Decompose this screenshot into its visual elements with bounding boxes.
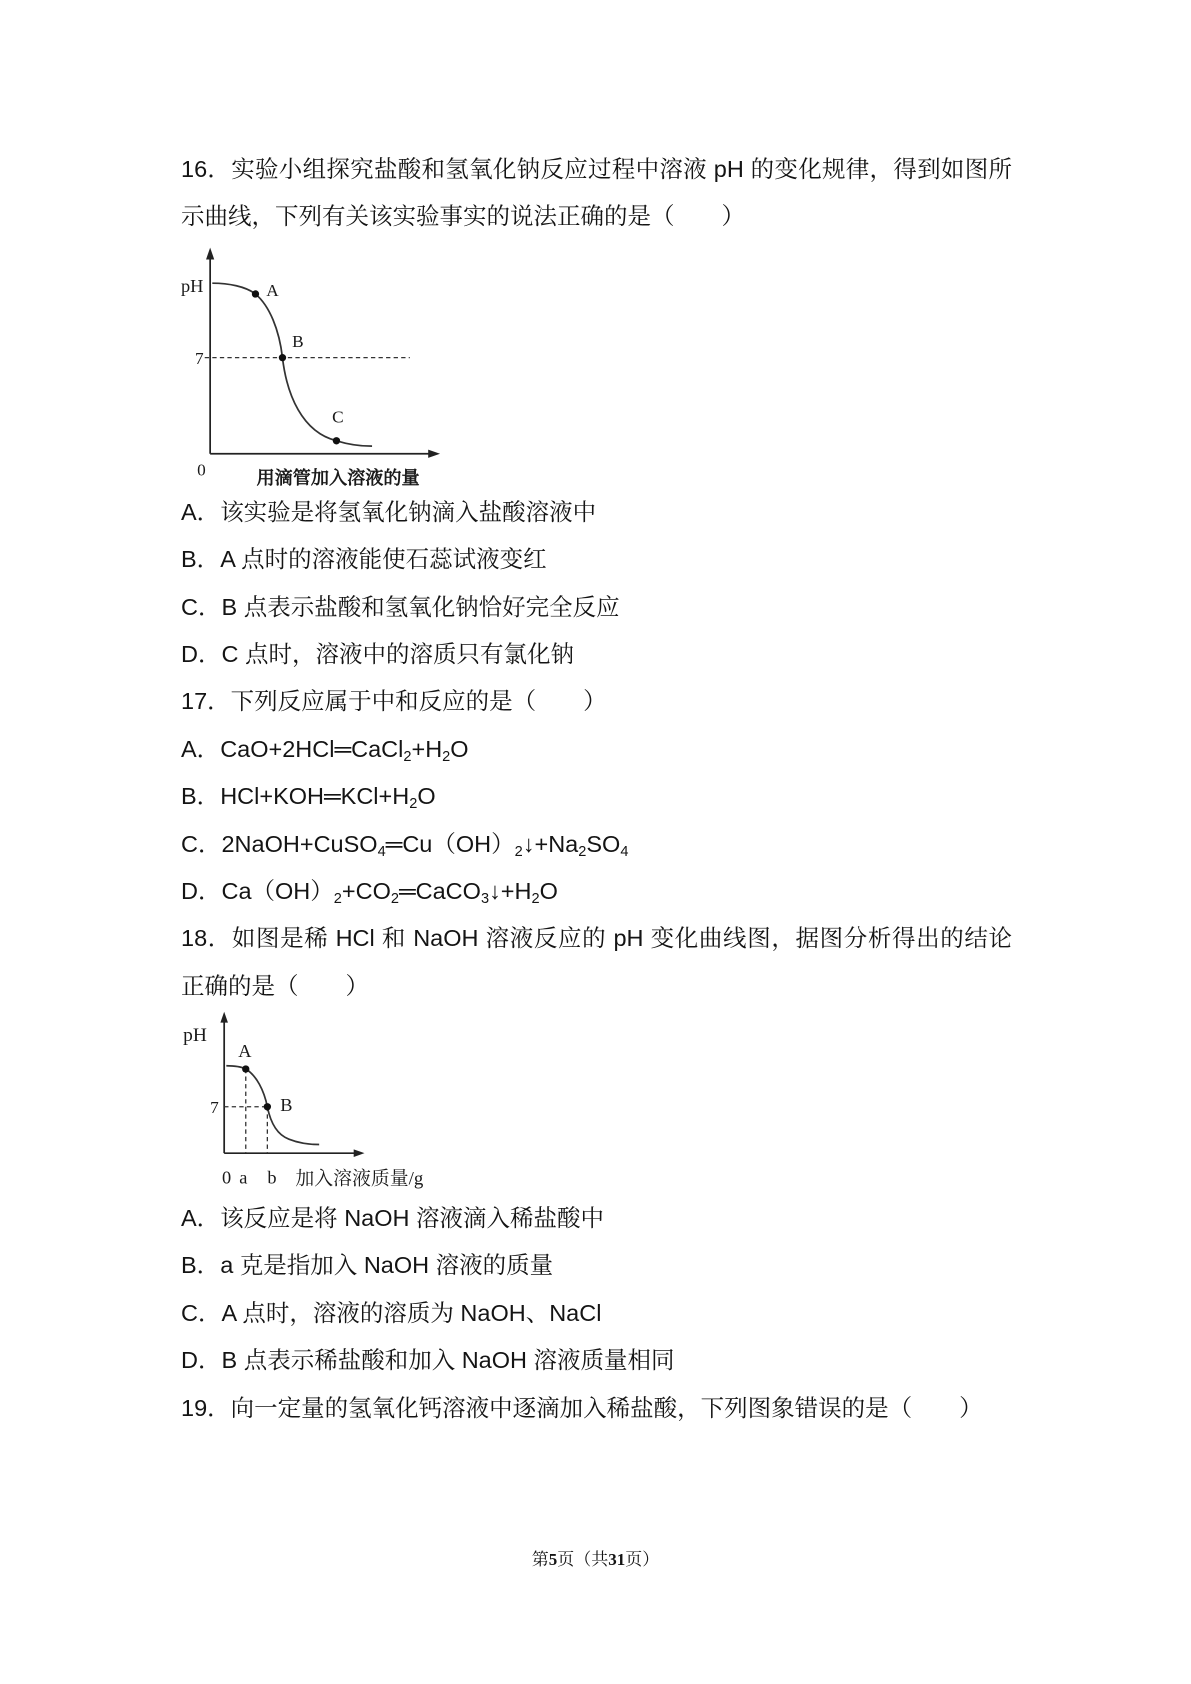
subscript-run: 2 bbox=[442, 748, 451, 765]
x-axis-label: 用滴管加入溶液的量 bbox=[256, 467, 420, 488]
option-label: A． bbox=[181, 735, 221, 762]
subscript-run: 2 bbox=[390, 890, 399, 907]
option-formula bbox=[221, 877, 558, 907]
text-run: 页（共 bbox=[557, 1550, 609, 1569]
question-18-stem-line-1 bbox=[181, 915, 1012, 962]
point-c-label: C bbox=[332, 407, 344, 427]
option-label: A． bbox=[181, 1205, 221, 1232]
point-b-marker bbox=[279, 354, 286, 361]
origin-label: 0 bbox=[222, 1167, 232, 1188]
y-axis-arrow bbox=[220, 1012, 228, 1023]
subscript-run: 2 bbox=[531, 890, 540, 907]
question-16-figure bbox=[181, 241, 1012, 489]
question-18-option-c bbox=[181, 1290, 1012, 1337]
bold-run: 5 bbox=[548, 1550, 558, 1569]
text-run: ═Cu（OH） bbox=[385, 830, 515, 857]
text-run: ═CaCO bbox=[398, 877, 481, 904]
question-18-option-b bbox=[181, 1242, 1012, 1289]
text-run: ↓+H bbox=[489, 877, 532, 904]
subscript-run: 2 bbox=[578, 843, 587, 860]
text-run: HCl+KOH═KCl+H bbox=[220, 783, 410, 810]
question-17-stem bbox=[181, 678, 1012, 725]
page-content bbox=[181, 146, 1012, 1432]
text-run: +CO bbox=[341, 877, 391, 904]
text-run: 页） bbox=[625, 1550, 660, 1569]
question-stem-text: 下列反应属于中和反应的是（ ） bbox=[230, 688, 607, 715]
option-label: B． bbox=[181, 546, 221, 573]
subscript-run: 3 bbox=[480, 890, 490, 907]
question-stem-text: 向一定量的氢氧化钙溶液中逐滴加入稀盐酸，下列图象错误的是（ ） bbox=[230, 1394, 983, 1421]
page-footer bbox=[0, 1548, 1191, 1572]
point-b-label: B bbox=[280, 1095, 293, 1116]
option-label: B． bbox=[181, 1252, 221, 1279]
question-16-option-c bbox=[181, 584, 1012, 631]
option-text: C 点时，溶液中的溶质只有氯化钠 bbox=[221, 640, 574, 667]
question-number: 17． bbox=[181, 688, 231, 715]
point-b-marker bbox=[264, 1103, 271, 1110]
subscript-run: 4 bbox=[620, 843, 629, 860]
ph-curve-figure-16 bbox=[181, 241, 453, 489]
subscript-run: 2 bbox=[514, 843, 523, 860]
question-17-option-c bbox=[181, 821, 1012, 868]
text-run: CaO+2HCl═CaCl bbox=[220, 735, 404, 762]
question-17-option-d bbox=[181, 868, 1012, 915]
option-label: C． bbox=[181, 830, 222, 857]
option-text: a 克是指加入 NaOH 溶液的质量 bbox=[220, 1252, 554, 1279]
y-axis-label: pH bbox=[183, 1025, 207, 1047]
question-stem-text: 实验小组探究盐酸和氢氧化钠反应过程中溶液 pH 的变化规律，得到如图所 bbox=[231, 156, 1012, 182]
ph-7-label: 7 bbox=[195, 348, 204, 368]
text-run: O bbox=[539, 877, 558, 904]
point-b-label: B bbox=[292, 331, 304, 351]
subscript-run: 4 bbox=[377, 843, 386, 860]
page-number bbox=[532, 1550, 660, 1569]
option-label: B． bbox=[181, 783, 221, 810]
option-text: A 点时，溶液的溶质为 NaOH、NaCl bbox=[221, 1299, 602, 1326]
question-16-option-b bbox=[181, 536, 1012, 583]
question-16-option-d bbox=[181, 631, 1012, 678]
option-text: 该实验是将氢氧化钠滴入盐酸溶液中 bbox=[220, 498, 597, 525]
origin-label: 0 bbox=[197, 460, 206, 480]
option-text: B 点表示盐酸和氢氧化钠恰好完全反应 bbox=[221, 593, 620, 620]
ph-curve-figure-18 bbox=[181, 1010, 453, 1195]
subscript-run: 2 bbox=[409, 796, 418, 813]
question-18-option-d bbox=[181, 1337, 1012, 1384]
option-label: C． bbox=[181, 1299, 222, 1326]
option-formula bbox=[220, 735, 469, 765]
subscript-run: 2 bbox=[333, 890, 342, 907]
question-18-figure bbox=[181, 1010, 1012, 1195]
question-stem-text: 如图是稀 HCl 和 NaOH 溶液反应的 pH 变化曲线图，据图分析得出的结论 bbox=[231, 925, 1012, 952]
option-text: B 点表示稀盐酸和加入 NaOH 溶液质量相同 bbox=[221, 1347, 675, 1374]
option-label: A． bbox=[181, 498, 221, 525]
option-label: D． bbox=[181, 1347, 222, 1374]
x-axis-label: 加入溶液质量/g bbox=[295, 1168, 424, 1190]
option-text: A 点时的溶液能使石蕊试液变红 bbox=[220, 546, 547, 573]
text-run: O bbox=[417, 783, 436, 810]
y-axis-label: pH bbox=[181, 275, 204, 296]
y-axis-arrow bbox=[206, 247, 214, 259]
ph-curve bbox=[226, 1066, 319, 1145]
question-stem-text: 正确的是（ ） bbox=[181, 972, 369, 999]
question-number: 18． bbox=[181, 925, 232, 952]
option-text: 该反应是将 NaOH 溶液滴入稀盐酸中 bbox=[220, 1205, 605, 1232]
option-label: D． bbox=[181, 640, 222, 667]
x-tick-a-label: a bbox=[239, 1167, 248, 1188]
question-number: 19． bbox=[181, 1394, 231, 1421]
ph-7-label: 7 bbox=[210, 1098, 219, 1118]
x-tick-b-label: b bbox=[267, 1167, 277, 1188]
option-formula bbox=[220, 783, 436, 813]
option-label: D． bbox=[181, 877, 222, 904]
option-formula bbox=[221, 830, 629, 860]
question-stem-text: 示曲线，下列有关该实验事实的说法正确的是（ ） bbox=[181, 203, 745, 230]
point-a-marker bbox=[252, 290, 259, 297]
point-c-marker bbox=[333, 437, 340, 444]
text-run: +H bbox=[411, 735, 443, 762]
text-run: O bbox=[450, 735, 469, 762]
text-run: 2NaOH+CuSO bbox=[221, 830, 378, 857]
question-16-option-a bbox=[181, 489, 1012, 536]
text-run: SO bbox=[586, 830, 621, 857]
text-run: ↓+Na bbox=[522, 830, 579, 857]
question-number: 16． bbox=[181, 156, 232, 182]
question-18-stem-line-2 bbox=[181, 963, 1012, 1010]
x-axis-arrow bbox=[428, 449, 440, 457]
question-16-stem-line-2 bbox=[181, 193, 1012, 240]
point-a-label: A bbox=[266, 280, 279, 300]
point-a-marker bbox=[242, 1065, 249, 1072]
question-16-stem-line-1 bbox=[181, 146, 1012, 193]
point-a-label: A bbox=[238, 1041, 252, 1062]
text-run: 第 bbox=[531, 1550, 549, 1569]
question-18-option-a bbox=[181, 1195, 1012, 1242]
question-17-option-b bbox=[181, 773, 1012, 820]
question-19-stem bbox=[181, 1385, 1012, 1432]
bold-run: 31 bbox=[608, 1550, 626, 1569]
x-axis-arrow bbox=[354, 1149, 365, 1157]
subscript-run: 2 bbox=[403, 748, 412, 765]
question-17-option-a bbox=[181, 726, 1012, 773]
option-label: C． bbox=[181, 593, 222, 620]
ph-curve bbox=[212, 280, 372, 446]
text-run: Ca（OH） bbox=[221, 877, 334, 904]
